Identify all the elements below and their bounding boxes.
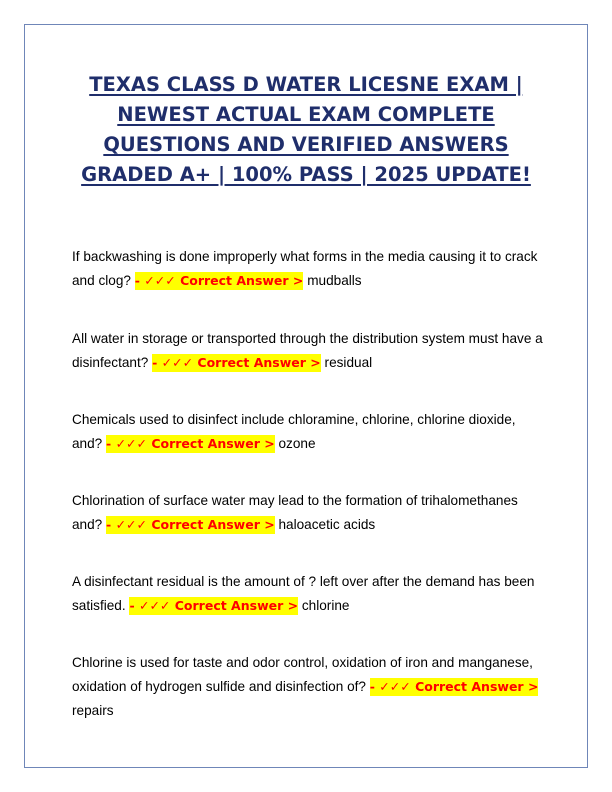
answer-text: chlorine bbox=[301, 598, 350, 613]
answer-text: repairs bbox=[72, 703, 114, 718]
qa-item-6 bbox=[72, 651, 547, 723]
correct-answer-marker: - ✓✓✓ Correct Answer > bbox=[129, 598, 299, 613]
question-text: A disinfectant residual is the amount of ? left over after the demand has been satisfied. bbox=[72, 574, 535, 613]
answer-text: residual bbox=[324, 355, 373, 370]
correct-answer-marker: - ✓✓✓ Correct Answer > bbox=[369, 679, 539, 694]
correct-answer-marker: - ✓✓✓ Correct Answer > bbox=[106, 517, 275, 532]
qa-item-5 bbox=[72, 570, 547, 618]
correct-answer-marker: - ✓✓✓ Correct Answer > bbox=[152, 355, 321, 370]
correct-answer-marker: - ✓✓✓ Correct Answer > bbox=[134, 273, 304, 288]
question-text: Chlorination of surface water may lead to the formation of trihalomethanes and? bbox=[72, 493, 518, 532]
qa-item-3 bbox=[72, 408, 547, 456]
question-text: All water in storage or transported through the distribution system must have a disinfectant? bbox=[72, 331, 543, 370]
qa-item-2 bbox=[72, 327, 547, 375]
answer-text: ozone bbox=[278, 436, 316, 451]
answer-text: mudballs bbox=[307, 273, 362, 288]
question-text: Chemicals used to disinfect include chloramine, chlorine, chlorine dioxide, and? bbox=[72, 412, 516, 451]
document-title: TEXAS CLASS D WATER LICESNE EXAM | NEWEST ACTUAL EXAM COMPLETE QUESTIONS AND VERIFIED ANSWERS GRADED A+ | 100% PASS | 2025 UPDATE! bbox=[81, 73, 531, 186]
question-text: Chlorine is used for taste and odor control, oxidation of iron and manganese, oxidation of hydrogen sulfide and disinfection of? bbox=[72, 655, 533, 694]
qa-item-1 bbox=[72, 245, 547, 293]
question-text: If backwashing is done improperly what forms in the media causing it to crack and clog? bbox=[72, 249, 538, 288]
answer-text: haloacetic acids bbox=[278, 517, 376, 532]
correct-answer-marker: - ✓✓✓ Correct Answer > bbox=[106, 436, 275, 451]
qa-item-4 bbox=[72, 489, 547, 537]
